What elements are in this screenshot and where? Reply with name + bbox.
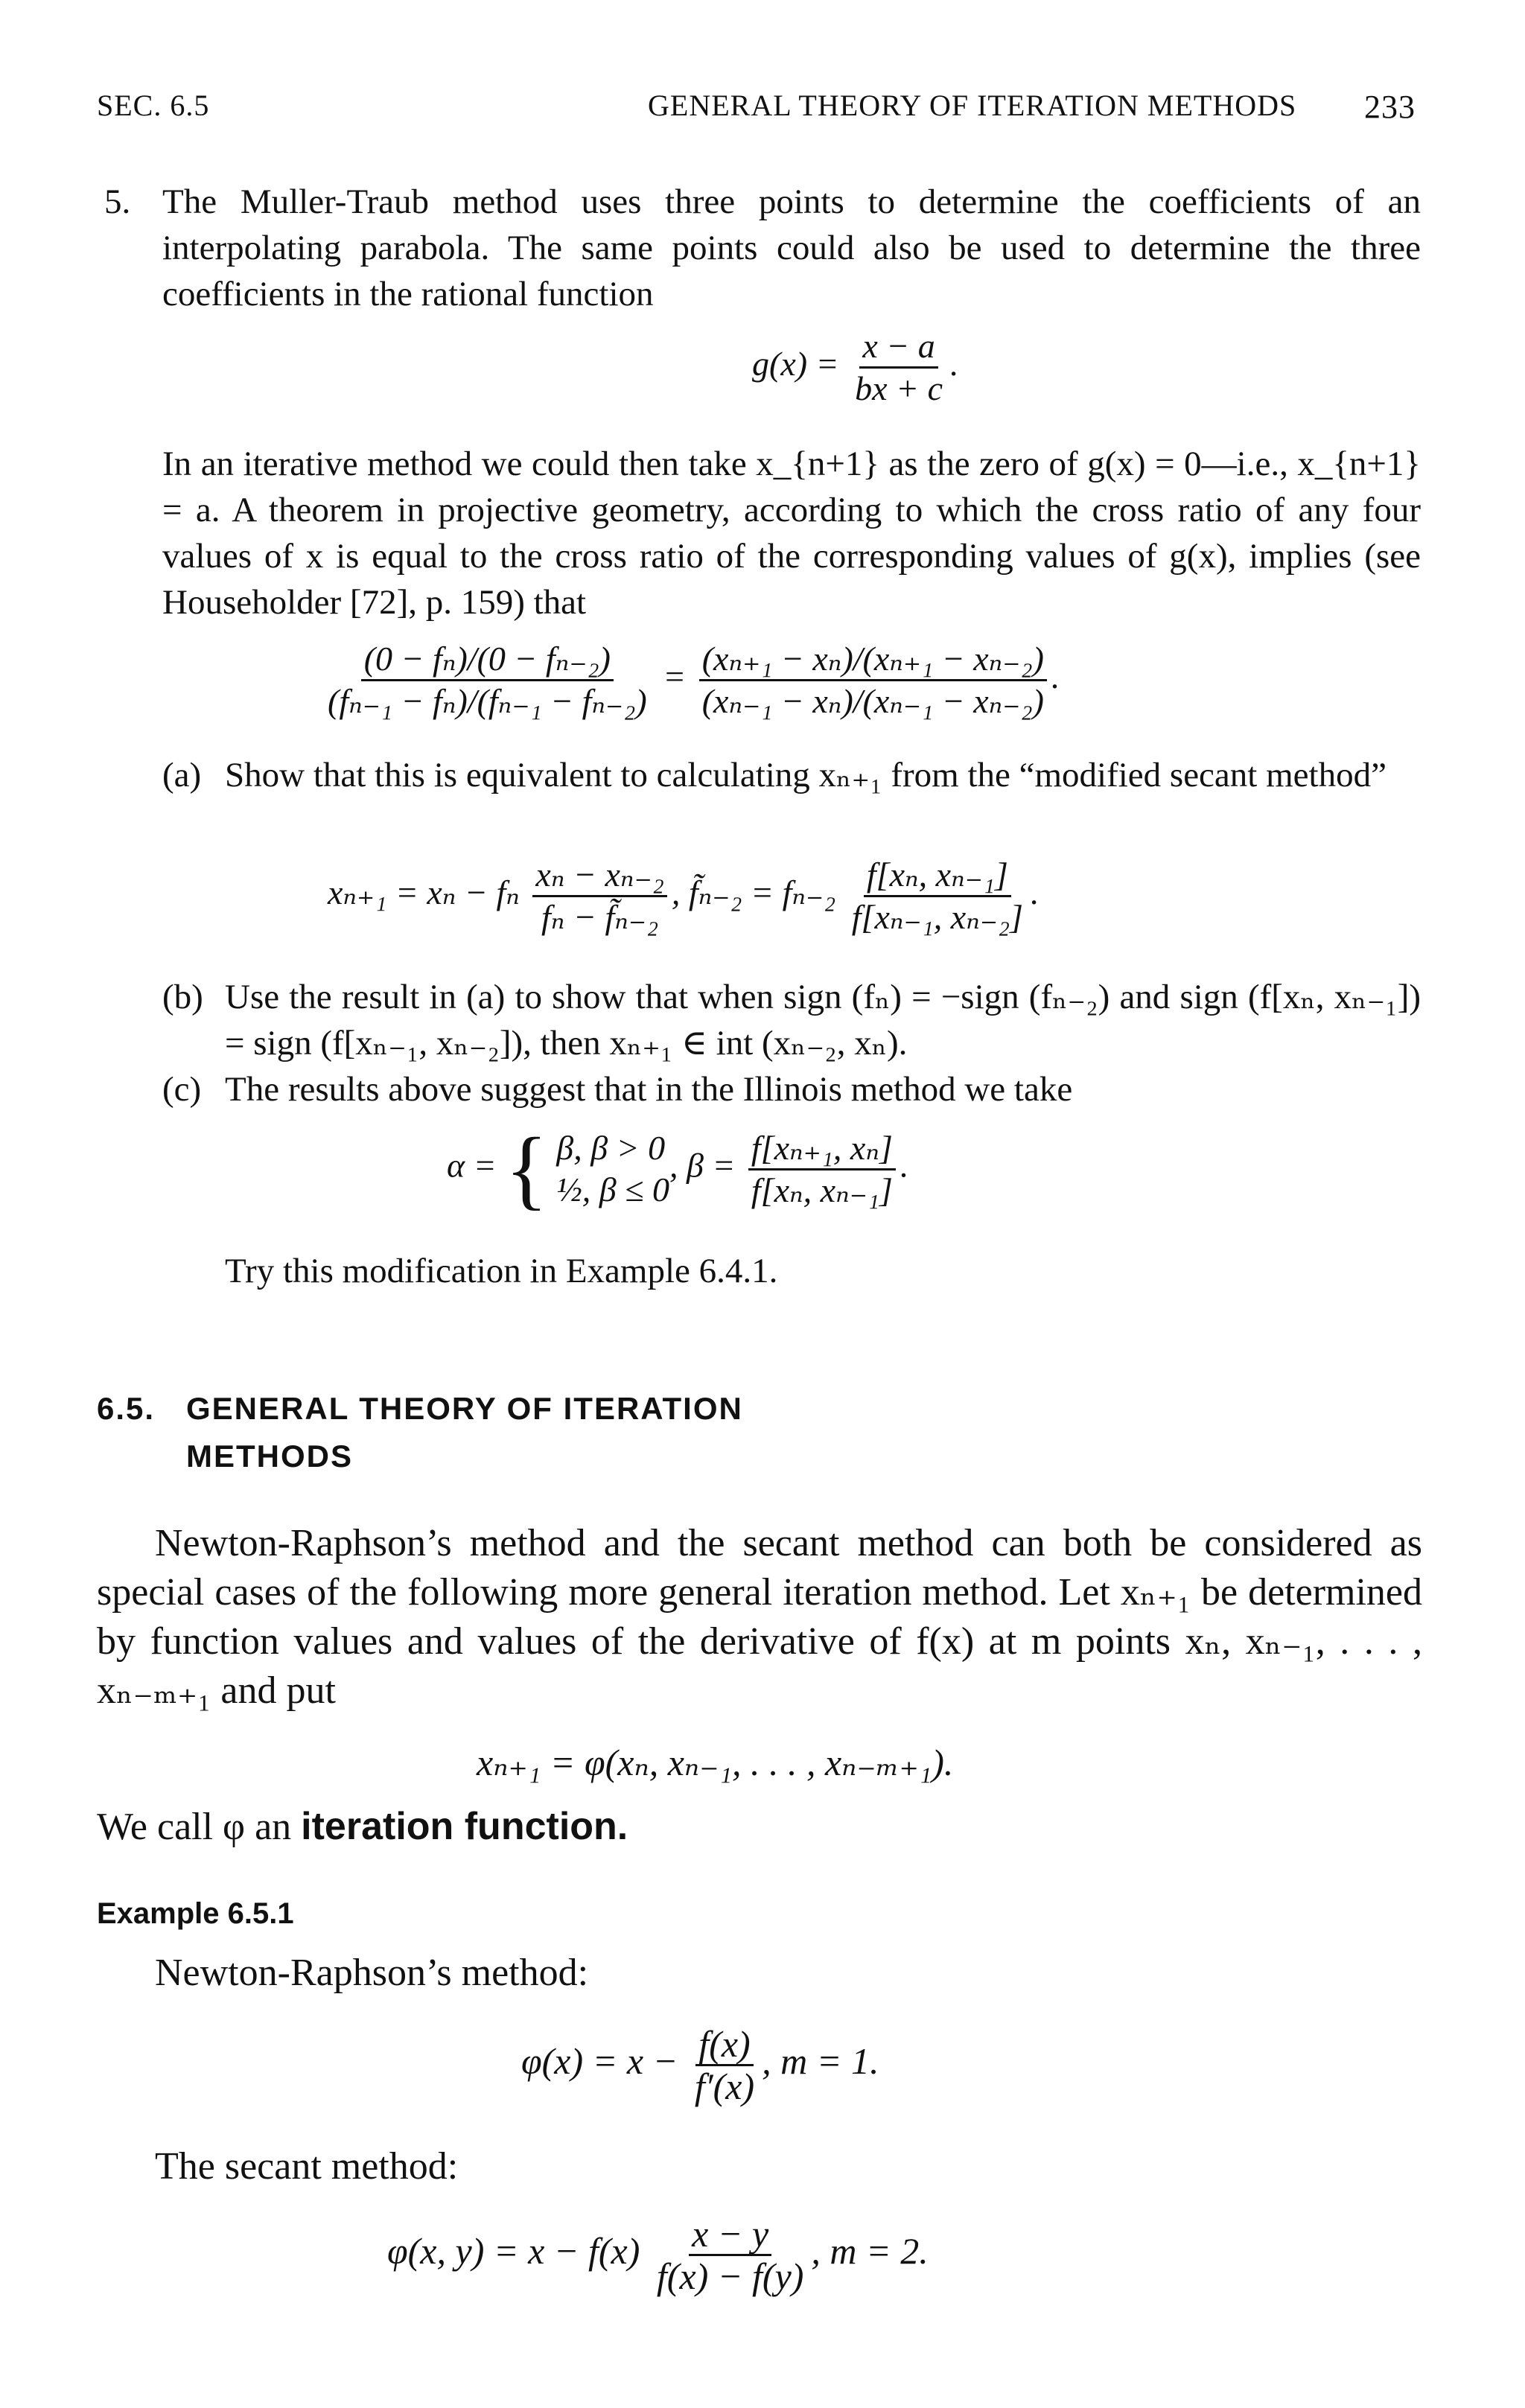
mod-secant-tail: . (1031, 873, 1040, 912)
part-c-label: (c) (162, 1070, 202, 1109)
equation-g-lhs: g(x) = (752, 345, 839, 383)
cross-ratio-right (699, 640, 1047, 720)
alpha-lhs: α = (447, 1146, 497, 1185)
cross-ratio-right-den: (xₙ₋₁ − xₙ)/(xₙ₋₁ − xₙ₋₂) (701, 682, 1044, 720)
try-modification-text: Try this modification in Example 6.4.1. (225, 1252, 778, 1290)
cross-ratio-left-den: (fₙ₋₁ − fₙ)/(fₙ₋₁ − fₙ₋₂) (328, 682, 647, 720)
secant-fraction (654, 2215, 807, 2295)
equation-newton-raphson (521, 2025, 879, 2105)
nr-fraction (692, 2025, 757, 2105)
running-title: GENERAL THEORY OF ITERATION METHODS (648, 89, 1297, 122)
section-label: SEC. 6.5 (97, 89, 210, 122)
mod-secant-mid: , f̃ₙ₋₂ = fₙ₋₂ (671, 873, 836, 912)
alpha-case-2: ½, β ≤ 0 (556, 1170, 669, 1208)
equation-cross-ratio (320, 640, 1060, 720)
exercise-intro: The Muller-Traub method uses three points to determine the coefficients of an interpolating parabola. The same points could also be used to determine the three coefficients in the rational function (162, 182, 1421, 313)
equation-g-tail: . (949, 345, 959, 383)
equation-g-fraction (852, 328, 946, 407)
nr-tail: , m = 1. (762, 2039, 879, 2082)
iteration-function-definition (97, 1802, 628, 1852)
alpha-tail: . (900, 1146, 909, 1185)
alpha-case-1: β, β > 0 (556, 1129, 666, 1167)
equation-g-numerator: x − a (859, 328, 937, 369)
mod-secant-fraction-1 (532, 856, 666, 936)
nr-den: f′(x) (694, 2065, 755, 2107)
part-a-text: Show that this is equivalent to calculating xₙ₊₁ from the “modified secant method” (225, 756, 1386, 794)
mod-secant-f2-num: f[xₙ, xₙ₋₁] (864, 856, 1011, 897)
beta-den: f[xₙ, xₙ₋₁] (751, 1170, 893, 1209)
alpha-cases (556, 1127, 669, 1211)
cross-ratio-left (325, 640, 650, 720)
section-number: 6.5. (97, 1391, 156, 1426)
mod-secant-f1-den: fₙ − f̃ₙ₋₂ (541, 898, 659, 936)
section-title-line1: GENERAL THEORY OF ITERATION (186, 1391, 743, 1426)
secant-den: f(x) − f(y) (656, 2255, 804, 2297)
part-b-text: Use the result in (a) to show that when sign (fₙ) = −sign (fₙ₋₂) and sign (f[xₙ, xₙ₋₁]) = sign (f[xₙ₋₁, xₙ₋₂]), then xₙ₊₁ ∈ int (xₙ₋₂, xₙ). (225, 978, 1421, 1063)
section-para1: Newton-Raphson’s method and the secant method can both be considered as special cases of the following more general iteration method. Let xₙ₊₁ be determined by function values and values of the derivative of f(x) at m points xₙ, xₙ₋₁, . . . , xₙ₋ₘ₊₁ and put (97, 1522, 1422, 1712)
cross-ratio-equals: = (663, 657, 687, 696)
nr-lhs: φ(x) = x − (521, 2039, 678, 2082)
alpha-mid: , β = (669, 1146, 736, 1185)
section-title-line2: METHODS (186, 1439, 353, 1474)
part-b-label: (b) (162, 978, 203, 1016)
left-brace-icon: { (505, 1119, 548, 1218)
cross-ratio-tail: . (1051, 657, 1060, 696)
secant-lhs: φ(x, y) = x − f(x) (387, 2229, 640, 2272)
equation-g (752, 328, 958, 407)
beta-num: f[xₙ₊₁, xₙ] (748, 1130, 896, 1170)
secant-method-label: The secant method: (155, 2145, 459, 2188)
cross-ratio-left-num: (0 − fₙ)/(0 − fₙ₋₂) (361, 640, 614, 681)
equation-iteration-function: xₙ₊₁ = φ(xₙ, xₙ₋₁, . . . , xₙ₋ₘ₊₁). (477, 1742, 954, 1783)
newton-raphson-label: Newton-Raphson’s method: (155, 1952, 589, 1994)
equation-secant (387, 2215, 929, 2295)
mod-secant-fraction-2 (849, 856, 1026, 936)
nr-num: f(x) (695, 2025, 753, 2066)
mod-secant-f1-num: xₙ − xₙ₋₂ (532, 856, 666, 897)
mod-secant-f2-den: f[xₙ₋₁, xₙ₋₂] (851, 898, 1024, 936)
page-number: 233 (1364, 89, 1416, 125)
cross-ratio-right-num: (xₙ₊₁ − xₙ)/(xₙ₊₁ − xₙ₋₂) (699, 640, 1047, 681)
beta-fraction (748, 1130, 896, 1209)
definition-prefix: We call φ an (97, 1806, 292, 1848)
equation-alpha (447, 1119, 909, 1218)
secant-num: x − y (689, 2215, 771, 2256)
part-a-label: (a) (162, 756, 202, 794)
part-c-text: The results above suggest that in the Illinois method we take (225, 1070, 1073, 1109)
secant-tail: , m = 2. (811, 2229, 929, 2272)
mod-secant-lhs: xₙ₊₁ = xₙ − fₙ (328, 873, 520, 912)
definition-term: iteration function. (301, 1805, 628, 1848)
example-title: Example 6.5.1 (97, 1897, 294, 1930)
equation-g-denominator: bx + c (855, 369, 943, 407)
exercise-number: 5. (104, 182, 131, 221)
equation-modified-secant (328, 856, 1040, 936)
exercise-para2: In an iterative method we could then take x_{n+1} as the zero of g(x) = 0—i.e., x_{n+1} = a. A theorem in projective geometry, according to which the cross ratio of any four values of x is equal to the cross ratio of the corresponding values of g(x), implies (see Householder [72], p. 159) that (162, 445, 1421, 622)
